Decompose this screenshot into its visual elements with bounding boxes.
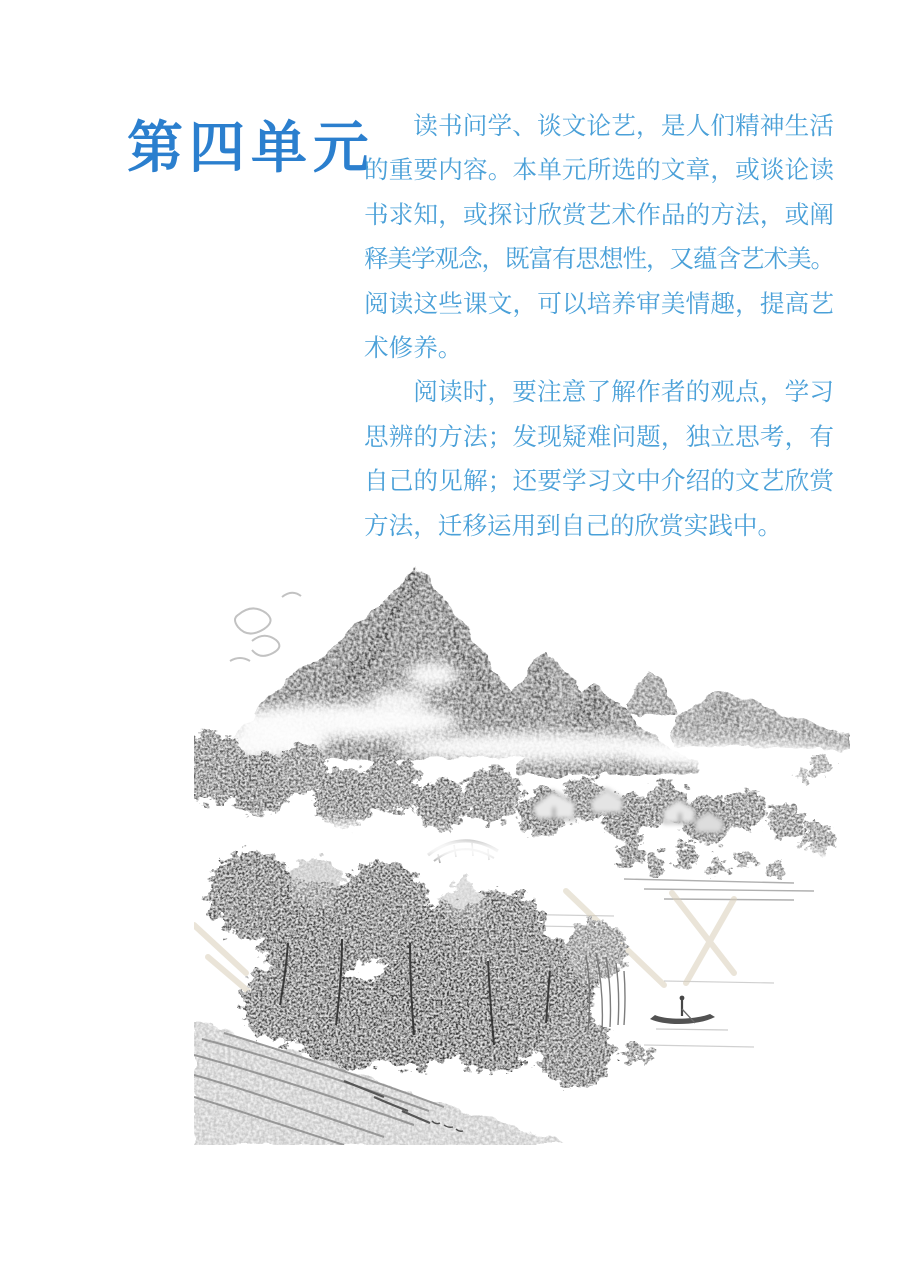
text-line: 思辨的方法；发现疑难问题，独立思考，有 — [364, 423, 834, 451]
unit-intro-text — [364, 105, 834, 549]
painting-canvas — [194, 553, 850, 1145]
text-line: 书求知，或探讨欣赏艺术作品的方法，或阐 — [364, 201, 834, 229]
fishing-boat — [650, 996, 728, 1030]
text-line: 术修养。 — [364, 334, 463, 362]
water-rock-tuft — [622, 1041, 652, 1062]
ink-wash-landscape-painting — [194, 553, 850, 1145]
intro-paragraph-2 — [364, 371, 834, 549]
text-line: 释美学观念，既富有思想性，又蕴含艺术美。 — [364, 246, 834, 274]
text-line: 的重要内容。本单元所选的文章，或谈论读 — [364, 157, 834, 185]
text-line: 读书问学、谈文论艺，是人们精神生活 — [413, 113, 834, 140]
text-line: 阅读这些课文，可以培养审美情趣，提高艺 — [364, 290, 834, 318]
unit-title: 第四单元 — [127, 118, 375, 180]
cloud-scribbles — [230, 593, 301, 661]
text-line: 方法，迁移运用到自己的欣赏实践中。 — [364, 512, 783, 540]
text-line: 阅读时，要注意了解作者的观点，学习 — [413, 379, 834, 407]
text-line: 自己的见解；还要学习文中介绍的文艺欣赏 — [364, 468, 834, 496]
intro-paragraph-1 — [364, 105, 834, 371]
shore-water-lines — [624, 879, 814, 900]
